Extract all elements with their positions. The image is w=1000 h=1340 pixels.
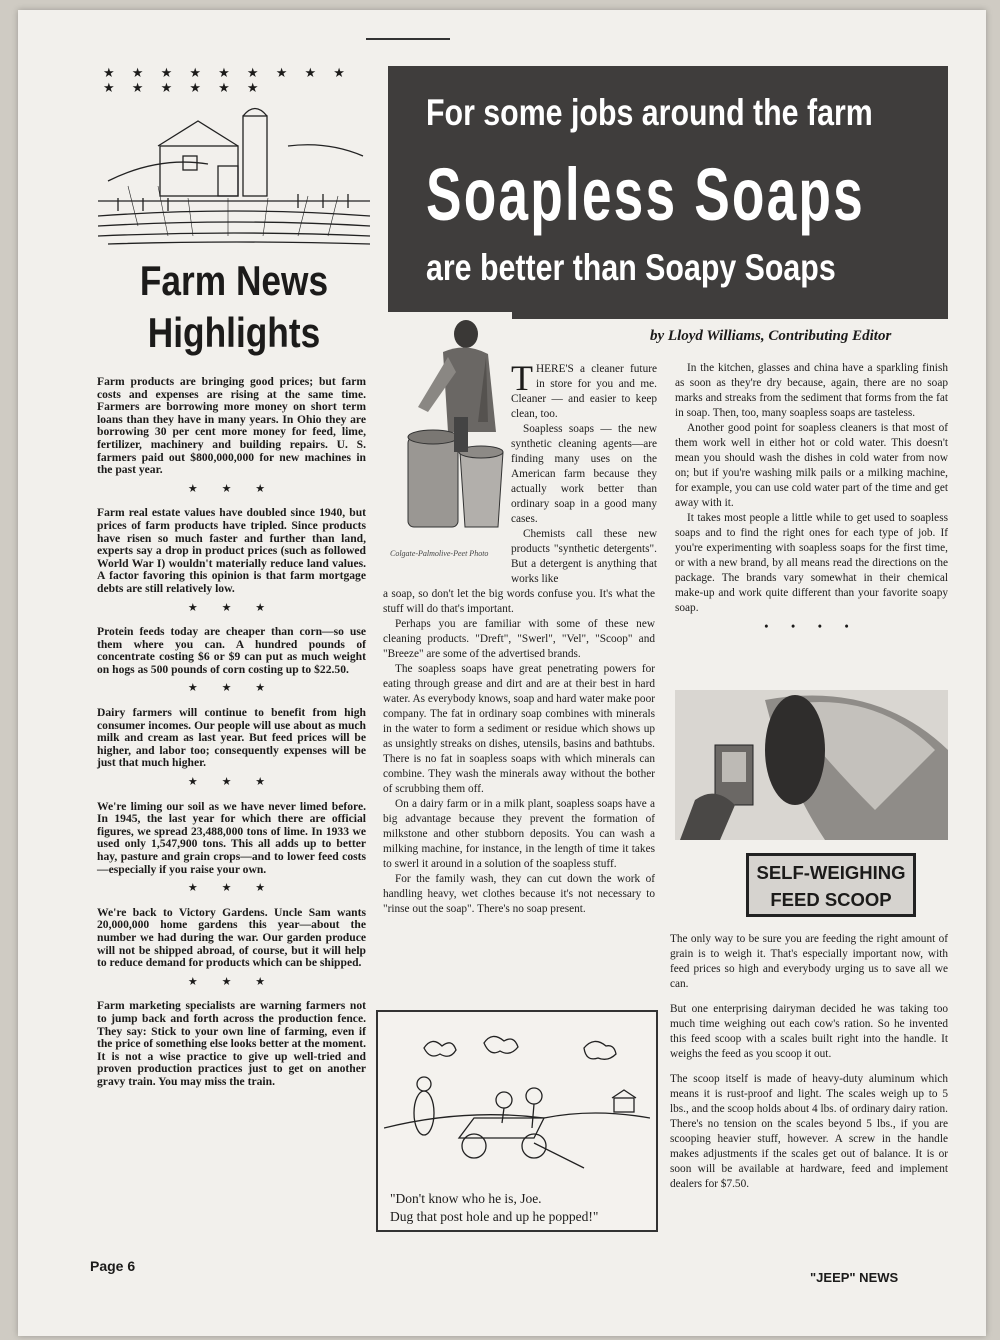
scoop-label-box: SELF-WEIGHING FEED SCOOP: [746, 853, 916, 917]
scoop-paragraph: But one enterprising dairyman decided he was taking too much time weighing out each cow's ration. So he invented this feed scoop with a scales built right into the handle. It weighs the feed as you scoop it out.: [670, 1003, 948, 1060]
star-separator: ★ ★ ★: [187, 775, 276, 789]
article-paragraph: Another good point for soapless cleaners is that most of them work well in either hot or cold water. This doesn't mean you should wash the dishes in cold water from now on; but if you're washing milk pails or a milking machine, for example, you can use cold water part of the time and get away with it.: [675, 422, 948, 509]
article-paragraph: Soapless soaps — the new synthetic cleaning agents—are finding many uses on the American farm because they actually work better than ordinary soap in a good many cases.: [511, 423, 657, 525]
drop-cap: T: [511, 358, 533, 398]
article-paragraph: Chemists call these new products "synthetic detergents". But a detergent is anything that works like: [511, 528, 657, 585]
news-item: Farm real estate values have doubled since 1940, but prices of farm products have tripled. Since products have risen so much faster and further than land, experts say a drop in product prices (such as followed World War I) wouldn't materially reduce land values. A factor favoring this opinion is that farm mortgage debts are still relatively low.: [97, 506, 366, 595]
top-rule: [366, 38, 450, 40]
news-item: We're back to Victory Gardens. Uncle Sam wants 20,000,000 home gardens this year—about the number we had during the war. Our garden produce will not be shipped abroad, of course, but it will help to reduce demand for products which can be shipped.: [97, 905, 366, 970]
cartoon-jeep-illustration: [384, 1018, 650, 1178]
headline-main: Soapless Soaps: [426, 153, 865, 236]
photo-credit: Colgate-Palmolive-Peet Photo: [390, 549, 489, 558]
star-separator: ★ ★ ★: [187, 681, 276, 695]
publication-name: "JEEP" NEWS: [810, 1270, 899, 1285]
cartoon-caption: "Don't know who he is, Joe. Dug that post hole and up he popped!": [390, 1191, 599, 1224]
article-paragraph: For the family wash, they can cut down the work of handling heavy, wet clothes because it's not necessary to "rinse out the soap". There's no soap present.: [383, 873, 655, 915]
star-separator: ★ ★ ★: [187, 881, 276, 895]
headline-banner: [388, 66, 948, 319]
article-paragraph: The soapless soaps have great penetrating powers for eating through grease and dirt and are at their best in hard water. As everybody knows, soap and hard water make poor company. The fat in ordinary soap combines with minerals in the water to form a sediment or residue which shows up as unsightly streaks on dishes, utensils, basins and bathtubs. There is no fat in soapless soaps with which minerals can combine. They wash the minerals away without the bother of scrubbing them off.: [383, 663, 655, 795]
star-separator: ★ ★ ★: [187, 481, 276, 495]
article-paragraph: In the kitchen, glasses and china have a sparkling finish as soon as they're dry because, again, there are no soap marks and streaks from the sediment that forms from the fat in soap. Then, too, many soapless soaps are tasteless.: [675, 362, 948, 419]
article-paragraph: a soap, so don't let the big words confuse you. It's what the stuff will do that's important.: [383, 588, 655, 615]
news-item: Dairy farmers will continue to benefit from high consumer incomes. Our people will use about as much milk and cream as last year. But feed prices will be higher, and labor too; consequently expenses will be just that much higher.: [97, 706, 366, 770]
farm-news-column: [97, 376, 366, 1089]
cartoon-panel: [376, 1010, 658, 1232]
feed-scoop-photo: [675, 690, 948, 840]
news-item: Protein feeds today are cheaper than corn—so use them where you can. A hundred pounds of concentrate costing $6 or $9 can put as much weight on hogs as 500 pounds of corn costing up to $22.50.: [97, 625, 366, 676]
scoop-paragraph: The only way to be sure you are feeding the right amount of grain is to weigh it. That's especially important now, with feed prices so high and everybody urging us to save all we can.: [670, 933, 948, 990]
stars-border: ★ ★ ★ ★ ★ ★ ★ ★ ★ ★ ★ ★ ★ ★ ★: [103, 66, 352, 96]
article-paragraph: On a dairy farm or in a milk plant, soapless soaps have a big advantage because they prevent the formation of milkstone and other stubborn deposits. You can wash a milking machine, for instance, in the length of time it takes to swerl it around in a solution of the soapless stuff.: [383, 798, 655, 870]
dot-separator: • • • •: [764, 621, 859, 633]
milk-can-washing-photo: [388, 312, 512, 542]
headline-line3: are better than Soapy Soaps: [426, 247, 836, 288]
article-paragraph: Perhaps you are familiar with some of these new cleaning products. "Dreft", "Swerl", "Vel", "Scoop" and "Breeze" are some of the advertised brands.: [383, 618, 655, 660]
news-item: Farm marketing specialists are warning farmers not to jump back and forth across the production fence. They say: Stick to your own line of farming, even if the price of something else looks better at the moment. It is not a wise practice to give up well-tried and proven production practices just to get on another gravy train. You may miss the train.: [97, 999, 366, 1088]
article-column-right: [675, 361, 948, 635]
farm-barn-illustration: [98, 86, 370, 246]
scoop-paragraph: The scoop itself is made of heavy-duty aluminum which means it is rust-proof and light. The scales weigh up to 5 lbs., and the scoop holds about 4 lbs. of ordinary dairy ration. There's no tension on the scales beyond 5 lbs., if you are scooping heavier stuff, however. A screw in the handle makes adjustments if the scales get out of balance. It is or soon will be available at hardware, feed and implement dealers for $7.50.: [670, 1073, 948, 1190]
star-separator: ★ ★ ★: [187, 600, 276, 614]
scoop-article: [670, 932, 948, 1202]
star-separator: ★ ★ ★: [187, 974, 276, 988]
news-item: We're liming our soil as we have never limed before. In 1945, the last year for which there are official figures, we spread 23,488,000 tons of lime. In 1933 we used only 1,547,900 tons. This all adds up to better hay, pasture and grain crops—and to lower feed costs—especially if you raise your own.: [97, 799, 366, 876]
farm-news-title: Farm News Highlights: [139, 257, 329, 356]
article-column-top: THERE'S a cleaner future in store for you and me. Cleaner — and easier to keep clean, too. Soapless soaps — the new synthetic cleaning agents—are finding many uses on the American farm because they actually work better than ordinary soap in a good many cases. Chemists call these new products "synthetic detergents". But a detergent is anything that works like: [511, 358, 657, 585]
article-column-bottom: [383, 587, 655, 917]
page-number: Page 6: [90, 1258, 136, 1274]
news-item: Farm products are bringing good prices; but farm costs and expenses are rising at the same time. Farmers are borrowing more money on short term loans than they have in many years. In Ohio they are borrowing 30 per cent more money for feed, lime, fertilizer, machinery and building repairs. U. S. farmers paid out $800,000,000 for new machines in the past year.: [97, 375, 366, 477]
byline: by Lloyd Williams, Contributing Editor: [650, 328, 892, 344]
headline-line1: For some jobs around the farm: [426, 92, 873, 133]
article-paragraph: It takes most people a little while to get used to soapless soaps and to find the right ones for each type of job. If you're experimenting with soapless soaps for the first time, or with a new brand, by all means read the directions on the package. The brands vary somewhat in their chemical make-up and work quite different than your favorite soapy soap.: [675, 512, 948, 614]
